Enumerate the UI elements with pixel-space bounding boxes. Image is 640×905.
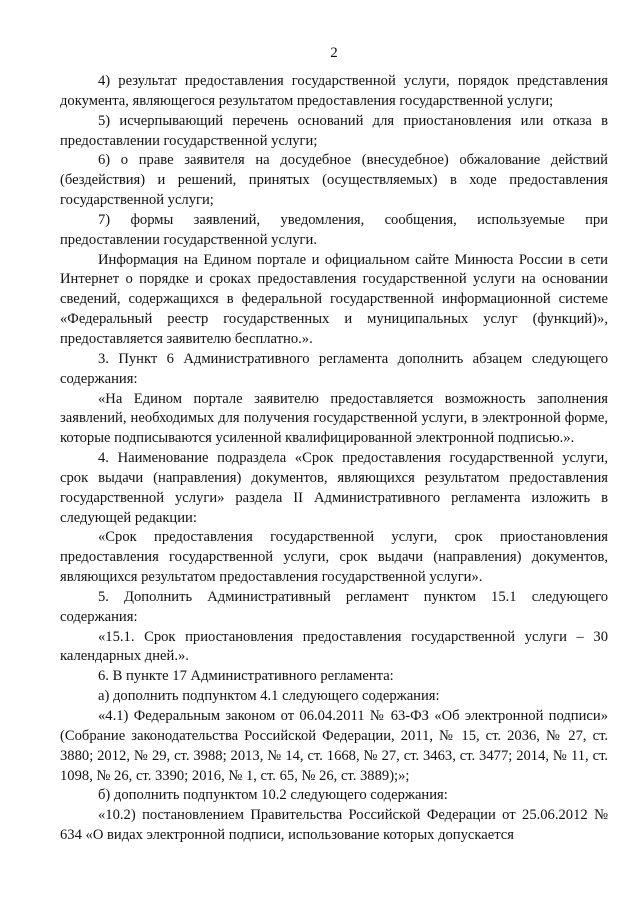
paragraph-item-6: 6) о праве заявителя на досудебное (внесудебное) обжалование действий (бездействия) и решений, принятых (осуществляемых) в ходе предоставления государственной услуги;: [60, 152, 608, 209]
paragraph-item-7: 7) формы заявлений, уведомления, сообщения, используемые при предоставлении государственной услуги.: [60, 211, 608, 248]
paragraph-quote-10-2: «10.2) постановлением Правительства Российской Федерации от 25.06.2012 № 634 «О видах электронной подписи, использование которых допускается: [60, 807, 608, 844]
paragraph-information: Информация на Едином портале и официальном сайте Минюста России в сети Интернет о порядке и сроках предоставления государственной услуги на основании сведений, содержащихся в федеральной государственной информационной системе «Федеральный реестр государственных и муниципальных услуг (функций)», предоставляется заявителю бесплатно.».: [60, 251, 608, 347]
page-number: 2: [330, 45, 338, 61]
paragraph-subpoint-a: а) дополнить подпунктом 4.1 следующего содержания:: [98, 688, 440, 705]
paragraph-point-6: 6. В пункте 17 Административного регламента:: [98, 668, 394, 685]
paragraph-quote-15-1: «15.1. Срок приостановления предоставления государственной услуги – 30 календарных дней.».: [60, 628, 608, 665]
document-body: [60, 72, 608, 846]
paragraph-point-5: 5. Дополнить Административный регламент пунктом 15.1 следующего содержания:: [60, 588, 608, 625]
paragraph-item-5: 5) исчерпывающий перечень оснований для приостановления или отказа в предоставлении государственной услуги;: [60, 112, 608, 149]
paragraph-point-3: 3. Пункт 6 Административного регламента дополнить абзацем следующего содержания:: [60, 350, 608, 387]
paragraph-subpoint-b: б) дополнить подпунктом 10.2 следующего содержания:: [98, 787, 448, 804]
paragraph-quote-4-1: «4.1) Федеральным законом от 06.04.2011 № 63-ФЗ «Об электронной подписи» (Собрание законодательства Российской Федерации, 2011, № 15, ст. 2036, № 27, ст. 3880; 2012, № 29, ст. 3988; 2013, № 14, ст. 1668, № 27, ст. 3463, ст. 3477; 2014, № 11, ст. 1098, № 26, ст. 3390; 2016, № 1, ст. 65, № 26, ст. 3889);»;: [60, 708, 608, 784]
paragraph-point-4: 4. Наименование подраздела «Срок предоставления государственной услуги, срок выдачи (направления) документов, являющихся результатом предоставления государственной услуги» раздела II Административного регламента изложить в следующей редакции:: [60, 450, 608, 526]
paragraph-quote-term: «Срок предоставления государственной услуги, срок приостановления предоставления государственной услуги, срок выдачи (направления) документов, являющихся результатом предоставления государственной услуги».: [60, 529, 608, 586]
paragraph-quote-portal: «На Едином портале заявителю предоставляется возможность заполнения заявлений, необходимых для получения государственной услуги, в электронной форме, которые подписываются усиленной квалифицированной электронной подписью.».: [60, 390, 608, 447]
paragraph-item-4: 4) результат предоставления государственной услуги, порядок представления документа, являющегося результатом предоставления государственной услуги;: [60, 73, 608, 109]
